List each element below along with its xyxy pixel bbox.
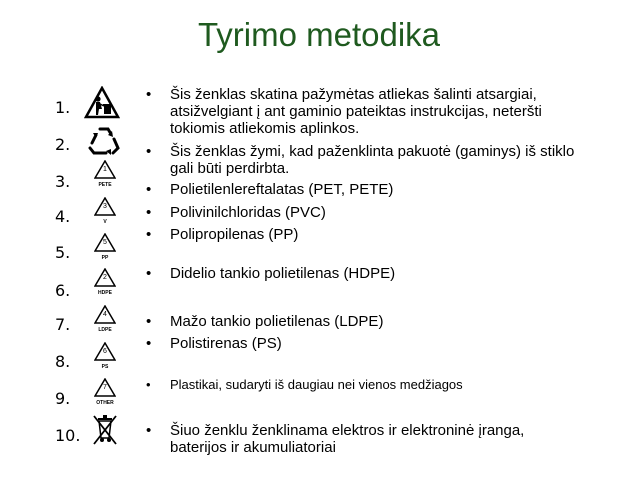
page-title: Tyrimo metodika (197, 16, 441, 53)
bullet-line: Šiuo ženklu ženklinama elektros ir elektroninė įranga, (170, 422, 525, 439)
bullet-line: Plastikai, sudaryti iš daugiau nei vienos medžiagos (170, 377, 463, 392)
bullet-dot: • (146, 86, 152, 103)
bullet-line: Polietilenlereftalatas (PET, PETE) (170, 181, 394, 198)
crossed-bin-icon (90, 412, 120, 446)
bullet-dot: • (146, 313, 152, 330)
item-number-5: 5. (55, 243, 71, 262)
resin-code-label: PS (101, 364, 109, 370)
item-number-8: 8. (55, 352, 71, 371)
resin-code-icon-other (94, 378, 116, 406)
resin-code-number: 1 (103, 166, 107, 173)
tidyman-icon (84, 86, 120, 120)
bullet-dot: • (146, 335, 152, 352)
bullet-line: Polivinilchloridas (PVC) (170, 204, 326, 221)
bullet-line: Polistirenas (PS) (170, 335, 282, 352)
bullet-line: baterijos ir akumuliatoriai (170, 439, 336, 456)
bullet-line: Didelio tankio polietilenas (HDPE) (170, 265, 396, 282)
item-number-6: 6. (55, 281, 71, 300)
bullet-dot: • (146, 422, 152, 439)
resin-code-icon-pvc (94, 197, 116, 225)
resin-code-icon-hdpe (94, 268, 116, 296)
bullet-dot: • (146, 377, 151, 392)
bullet-line: atsižvelgiant į ant gaminio pateiktas instrukcijas, neteršti (170, 103, 542, 120)
resin-code-number: 2 (103, 274, 107, 281)
bullet-line: Mažo tankio polietilenas (LDPE) (170, 313, 384, 330)
recycle-triangle-icon (87, 124, 121, 158)
item-number-9: 9. (55, 389, 71, 408)
bullet-dot: • (146, 226, 152, 243)
resin-code-label: OTHER (96, 400, 114, 406)
resin-code-label: PETE (98, 182, 112, 188)
bullet-dot: • (146, 181, 152, 198)
resin-code-number: 6 (103, 348, 107, 355)
resin-code-icon-ldpe (94, 305, 116, 333)
bullet-dot: • (146, 143, 152, 160)
item-number-1: 1. (55, 98, 71, 117)
item-number-3: 3. (55, 172, 71, 191)
resin-code-icon-ps (94, 342, 116, 370)
item-number-4: 4. (55, 207, 71, 226)
resin-code-number: 4 (103, 311, 107, 318)
bullet-dot: • (146, 204, 152, 221)
item-number-2: 2. (55, 135, 71, 154)
resin-code-label: PP (101, 255, 109, 261)
resin-code-icon-pp (94, 233, 116, 261)
resin-code-label: HDPE (98, 290, 112, 296)
item-number-7: 7. (55, 315, 71, 334)
bullet-dot: • (146, 265, 152, 282)
resin-code-label: V (103, 219, 107, 225)
bullet-line: Šis ženklas skatina pažymėtas atliekas šalinti atsargiai, (170, 86, 537, 103)
resin-code-number: 3 (103, 203, 107, 210)
bullet-line: gali būti perdirbta. (170, 160, 290, 177)
bullet-line: Polipropilenas (PP) (170, 226, 299, 243)
resin-code-icon-pete (94, 160, 116, 188)
bullet-line: Šis ženklas žymi, kad paženklinta pakuotė (gaminys) iš stiklo (170, 143, 575, 160)
resin-code-number: 7 (103, 384, 107, 391)
item-number-10: 10. (55, 426, 81, 445)
bullet-line: tokiomis atliekomis aplinkos. (170, 120, 360, 137)
resin-code-number: 5 (103, 239, 107, 246)
resin-code-label: LDPE (98, 327, 112, 333)
